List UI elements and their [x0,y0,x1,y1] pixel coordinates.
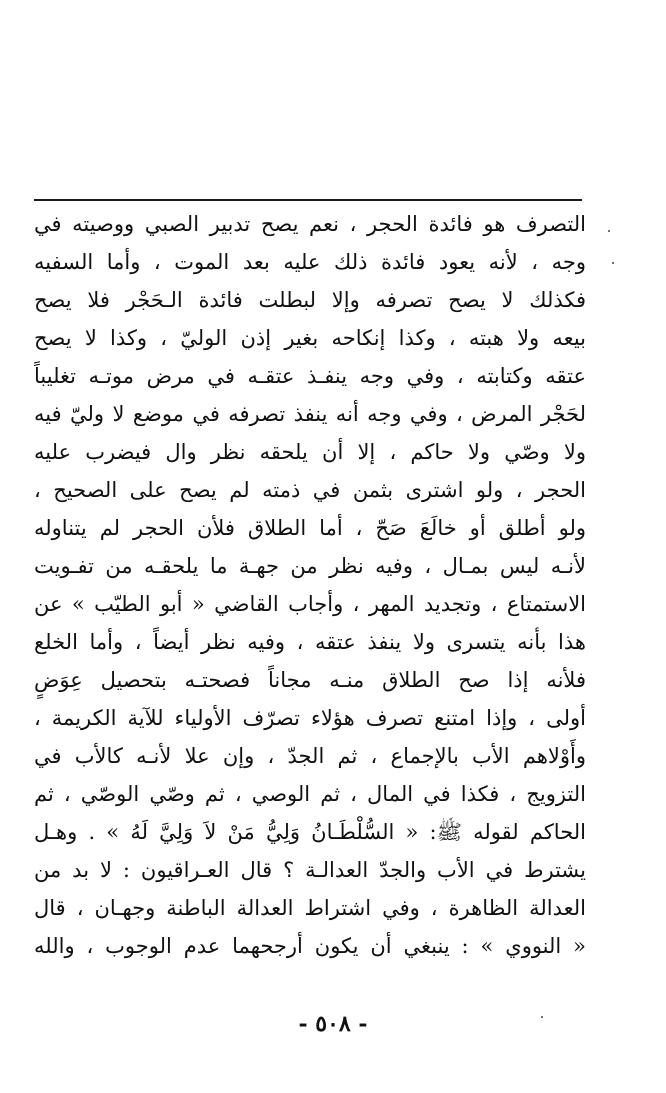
text-line: الحاكم لقوله ﷺ: « السُّلْطَـانُ وَلِيُّ مَنْ لاَ وَلِيَّ لَهُ » . وهـل [34,820,586,844]
text-line: أولى ، وإذا امتنع تصرف هؤلاء تصرّف الأولياء للآية الكريمة ، [34,706,586,730]
header-rule [34,199,582,201]
text-line: وجه ، لأنه يعود فائدة ذلك عليه بعد الموت ، وأما السفيه [34,250,586,274]
text-line: العدالة الظاهرة ، وفي اشتراط العدالة الباطنة وجهـان ، قال [34,896,586,920]
text-line: وأَوْلاهم الأب بالإجماع ، ثم الجدّ ، وإن علا لأنـه كالأب في [34,744,586,768]
text-line: الاستمتاع ، وتجديد المهر ، وأجاب القاضي « أبو الطيّب » عن [34,592,586,616]
text-line: التزويج ، فكذا في المال ، ثم الوصي ، ثم وصّي الوصّي ، ثم [34,782,586,806]
text-line: عتقه وكتابته ، وفي وجه ينفـذ عتقـه في مرض موتـه تغليباً [34,364,586,388]
text-line: هذا بأنه يتسرى ولا ينفذ عتقه ، وفيه نظر أيضاً ، وأما الخلع [34,630,586,654]
page-number: - ٥٠٨ - [298,1011,368,1037]
scan-speck [541,1016,543,1018]
text-line: فكذلك لا يصح تصرفه وإلا لبطلت فائدة الـحَجْر فلا يصح [34,288,586,312]
text-line: لأنـه ليس بمـال ، وفيه نظر من جهـة ما يلحقـه من تفـويت [34,554,586,578]
text-line: ولا وصّي ولا حاكم ، إلا أن يلحقه نظر وال فيضرب عليه [34,440,586,464]
text-line: « النووي » : ينبغي أن يكون أرجحهما عدم الوجوب ، والله [34,934,586,958]
text-line: لحَجْر المرض ، وفي وجه أنه ينفذ تصرفه في موضع لا وليّ فيه [34,402,586,426]
text-line: يشترط في الأب والجدّ العدالـة ؟ قال العـراقيون : لا بد من [34,858,586,882]
body-text [34,205,586,965]
scan-speck [612,262,614,264]
text-line: ولو أطلق أو خالَعَ صَحّ ، أما الطلاق فلأن الحجر لم يتناوله [34,516,586,540]
text-line: الحجر ، ولو اشترى بثمن في ذمته لم يصح على الصحيح ، [34,478,586,502]
text-line: فلأنه إذا صح الطلاق منـه مجاناً فصحتـه بتحصيل عِوَضٍ [34,668,586,692]
scan-speck [608,230,610,232]
text-line: بيعه ولا هبته ، وكذا إنكاحه بغير إذن الوليّ ، وكذا لا يصح [34,326,586,350]
text-line: التصرف هو فائدة الحجر ، نعم يصح تدبير الصبي ووصيته في [34,212,586,236]
